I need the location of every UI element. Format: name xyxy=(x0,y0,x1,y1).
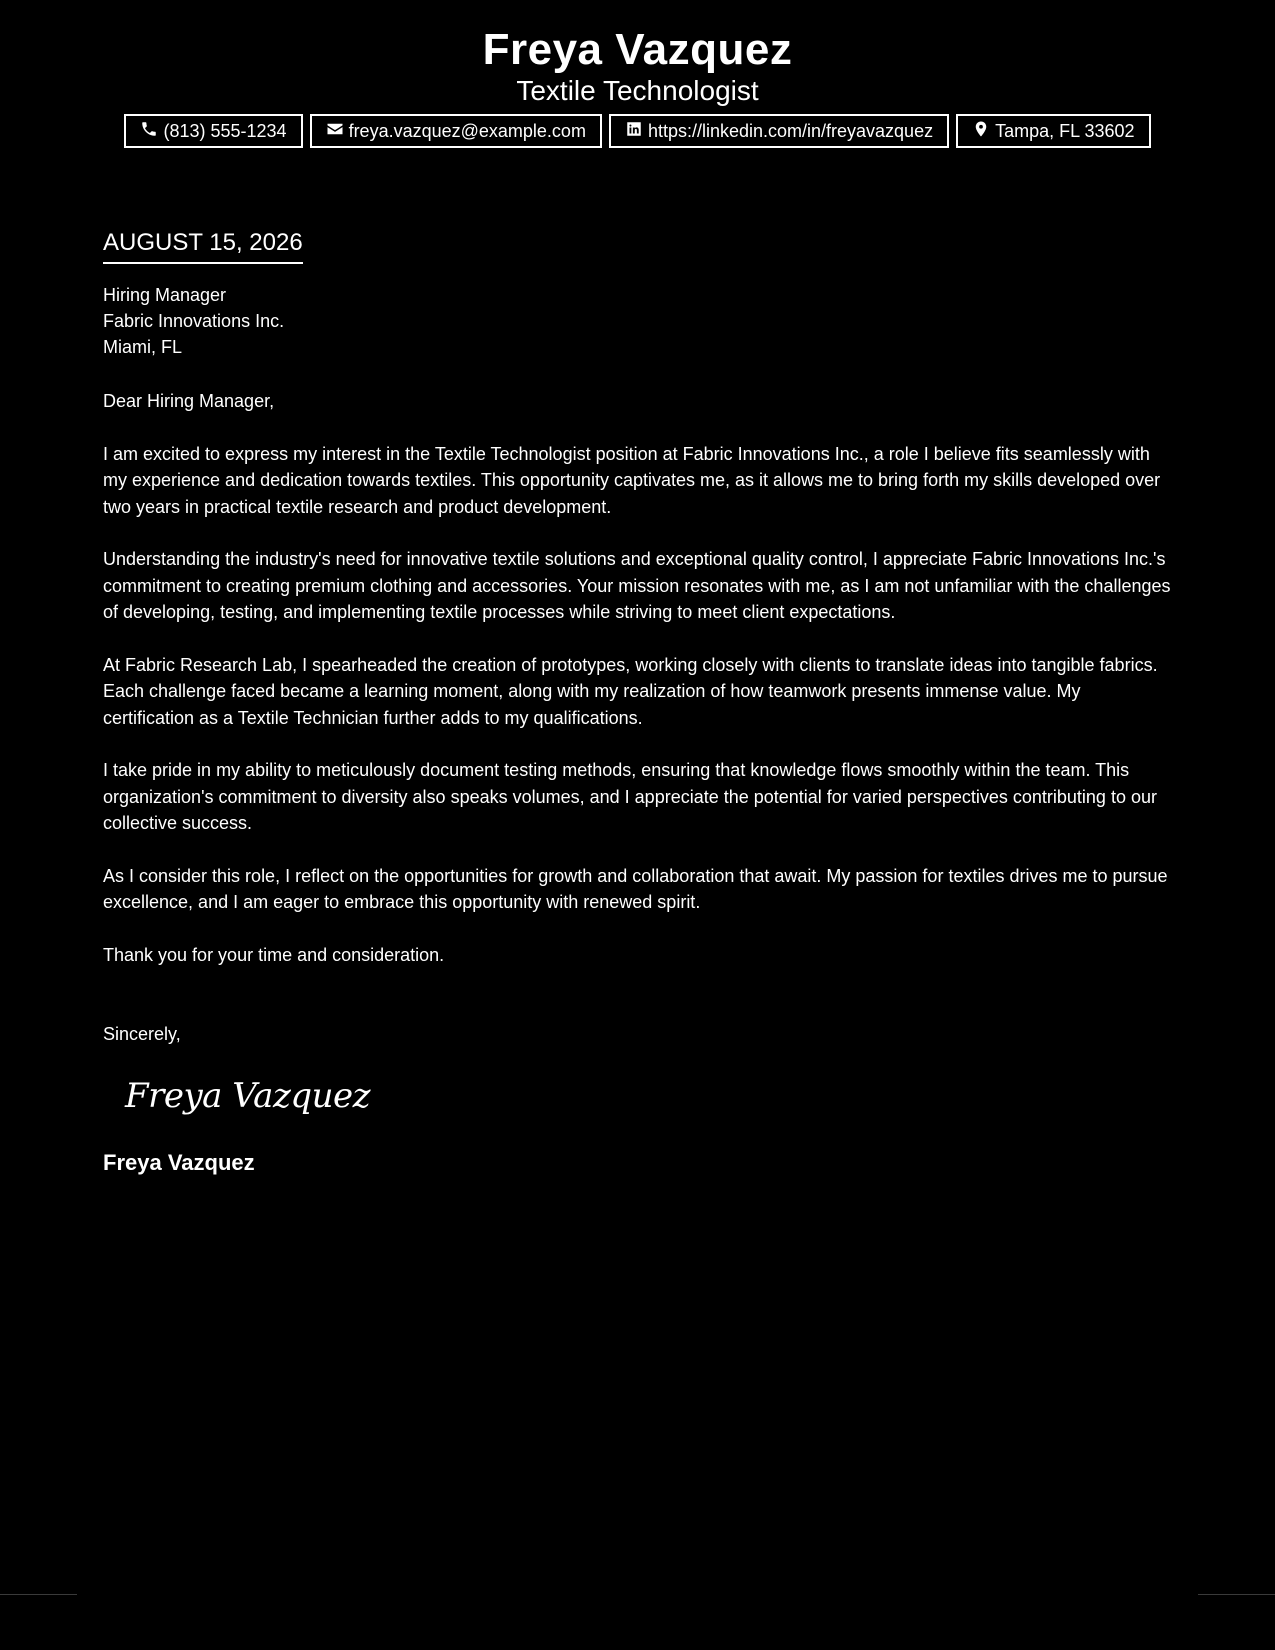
body-paragraph: I take pride in my ability to meticulously document testing methods, ensuring that knowledge flows smoothly within the team. This organization's commitment to diversity also speaks volumes, and I appreciate the potential for varied perspectives contributing to our collective success. xyxy=(103,760,1157,833)
phone-icon xyxy=(140,120,158,143)
body-paragraph: Understanding the industry's need for innovative textile solutions and exceptional quality control, I appreciate Fabric Innovations Inc.'s commitment to creating premium clothing and accessories. Your mission resonates with me, as I am not unfamiliar with the challenges of developing, testing, and implementing textile processes while striving to meet client expectations. xyxy=(103,549,1171,622)
salutation: Dear Hiring Manager, xyxy=(103,391,275,411)
footer-divider-left xyxy=(0,1594,77,1595)
contact-linkedin-text: https://linkedin.com/in/freyavazquez xyxy=(647,120,934,141)
recipient-line: Hiring Manager xyxy=(103,285,227,305)
contact-phone[interactable] xyxy=(124,114,302,148)
contact-bar xyxy=(0,114,1275,148)
contact-location[interactable] xyxy=(956,114,1150,148)
recipient-line: Miami, FL xyxy=(103,337,183,357)
recipient-line: Fabric Innovations Inc. xyxy=(103,311,285,331)
signer-name: Freya Vazquez xyxy=(103,1149,255,1175)
recipient-block xyxy=(103,282,1175,360)
letter-body xyxy=(103,226,1175,1176)
body-paragraph: I am excited to express my interest in the Textile Technologist position at Fabric Innovations Inc., a role I believe fits seamlessly with my experience and dedication towards textiles. This opportunity captivates me, as it allows me to bring forth my skills developed over two years in practical textile research and product development. xyxy=(103,443,1161,517)
applicant-name: Freya Vazquez xyxy=(482,25,793,74)
body-paragraph: At Fabric Research Lab, I spearheaded the creation of prototypes, working closely with clients to translate ideas into tangible fabrics. Each challenge faced became a learning moment, along with my realization of how teamwork presents immense value. My certification as a Textile Technician further adds to my qualifications. xyxy=(103,654,1158,728)
thank-you-line: Thank you for your time and consideration. xyxy=(103,944,445,965)
letter-date: AUGUST 15, 2026 xyxy=(103,226,303,264)
letter-header xyxy=(0,0,1275,148)
body-paragraph: As I consider this role, I reflect on the opportunities for growth and collaboration that await. My passion for textiles drives me to pursue excellence, and I am eager to embrace this opportunity with renewed spirit. xyxy=(103,865,1168,912)
footer-divider-right xyxy=(1198,1594,1275,1595)
applicant-title: Textile Technologist xyxy=(516,75,759,106)
contact-phone-text: (813) 555-1234 xyxy=(163,120,287,141)
closing: Sincerely, xyxy=(103,1024,181,1044)
map-marker-icon xyxy=(972,120,990,143)
contact-location-text: Tampa, FL 33602 xyxy=(995,120,1135,141)
envelope-icon xyxy=(326,120,344,143)
linkedin-icon xyxy=(625,120,643,143)
contact-email-text: freya.vazquez@example.com xyxy=(348,120,586,141)
contact-email[interactable] xyxy=(310,114,602,148)
handwritten-signature: Freya Vazquez xyxy=(125,1075,371,1116)
contact-linkedin[interactable] xyxy=(609,114,949,148)
